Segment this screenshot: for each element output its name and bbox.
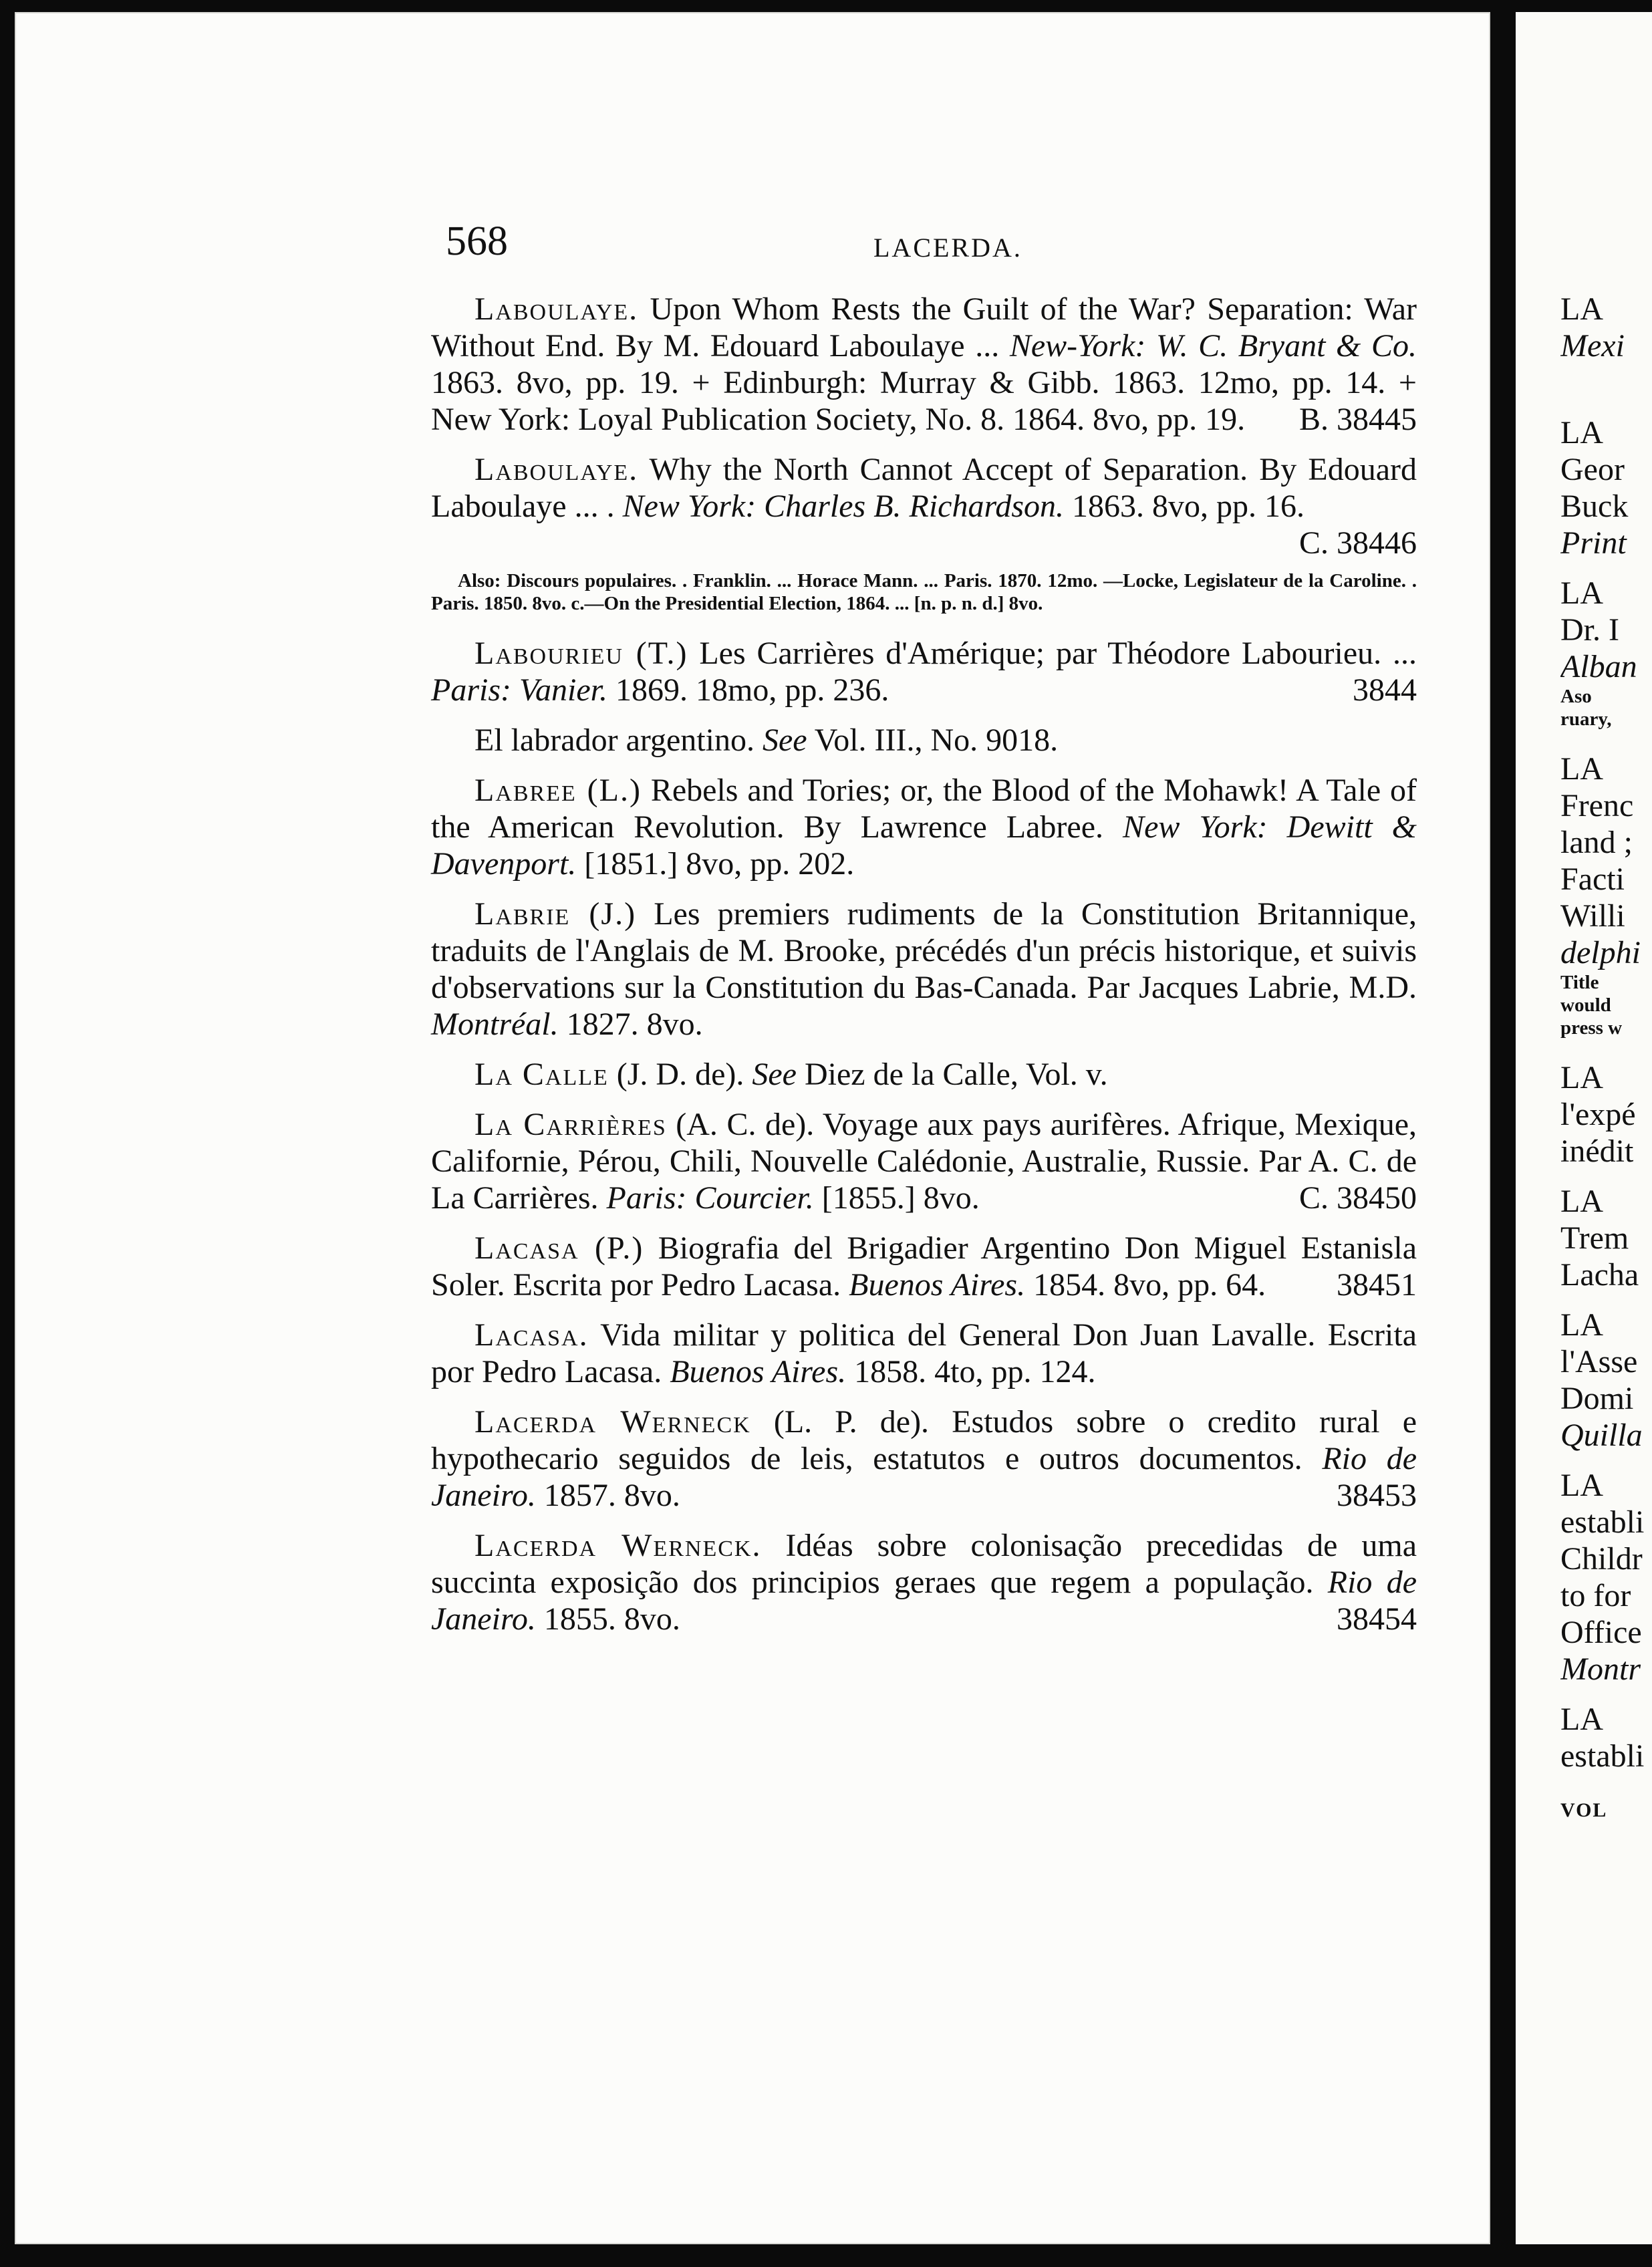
right-page-row xyxy=(1560,1541,1652,1577)
right-page-line: LA xyxy=(1560,1702,1603,1737)
entry-heading: Labree (L.) xyxy=(474,773,642,808)
entry-heading: Laboulaye. xyxy=(474,452,639,487)
right-page-row xyxy=(1560,751,1652,787)
right-page-line: LA xyxy=(1560,291,1603,327)
entry-imprint: See xyxy=(752,1057,797,1092)
entry-title: Idéas sobre colonisação precedidas de uma succinta exposição dos principios geraes que regem a população. xyxy=(431,1528,1417,1600)
bibliography-entry xyxy=(431,1317,1417,1390)
right-page-row xyxy=(1560,1059,1652,1096)
right-page-line: establi xyxy=(1560,1504,1645,1540)
right-page-line: establi xyxy=(1560,1738,1645,1774)
entry-title: Les Carrières d'Amérique; par Théodore Labourieu. ... xyxy=(699,636,1417,671)
entry-heading: Lacasa (P.) xyxy=(474,1230,644,1266)
right-page-row xyxy=(1560,1343,1652,1380)
right-page-line: Aso xyxy=(1560,686,1592,707)
right-page-row xyxy=(1560,525,1652,561)
right-page-row xyxy=(1560,1256,1652,1293)
right-page-row xyxy=(1560,575,1652,612)
right-page-line: Mexi xyxy=(1560,328,1625,364)
right-page-row xyxy=(1560,685,1652,708)
right-page-row xyxy=(1560,1039,1652,1059)
entry-title: Upon Whom Rests the Guilt of the War? Separation: War Without End. By M. Edouard Laboulaye ... xyxy=(431,291,1417,364)
bibliography-entry xyxy=(431,1056,1417,1093)
right-page-row xyxy=(1560,612,1652,648)
right-page-row xyxy=(1560,561,1652,575)
right-page-row xyxy=(1560,934,1652,971)
right-page-line: Title xyxy=(1560,972,1599,993)
right-page-line: to for xyxy=(1560,1578,1631,1613)
right-page-row xyxy=(1560,1701,1652,1738)
entry-imprint: New York: Dewitt & Davenport. xyxy=(431,809,1417,882)
right-page-row xyxy=(1560,1380,1652,1417)
right-page-row xyxy=(1560,327,1652,364)
right-page-line: ruary, xyxy=(1560,708,1612,730)
entry-details: 1863. 8vo, pp. 19. + Edinburgh: Murray & Gibb. 1863. 12mo, pp. 14. + New York: Loyal Publication Society, No. 8. 1864. 8vo, pp. 19. xyxy=(431,365,1417,437)
right-page-row xyxy=(1560,1096,1652,1133)
entry-details: 1854. 8vo, pp. 64. xyxy=(1033,1267,1266,1303)
right-page-row xyxy=(1560,787,1652,824)
entry-number: 38454 xyxy=(1337,1601,1417,1637)
entry-heading: Lacerda Werneck. xyxy=(474,1528,762,1563)
right-page-row xyxy=(1560,1017,1652,1039)
entry-title: El labrador argentino. xyxy=(474,722,754,758)
entry-number: C. 38450 xyxy=(1298,1180,1417,1216)
right-page-row xyxy=(1560,414,1652,451)
right-page-row xyxy=(1560,1651,1652,1688)
bibliography-entry xyxy=(431,1404,1417,1514)
entry-number: 3844 xyxy=(1353,672,1417,708)
right-page-line: Geor xyxy=(1560,452,1625,487)
right-page-line: Facti xyxy=(1560,861,1625,897)
right-page-row xyxy=(1560,1774,1652,1788)
bibliography-column xyxy=(431,291,1417,1651)
right-page-line: LA xyxy=(1560,751,1603,787)
bibliography-entry xyxy=(431,722,1417,759)
right-page-row xyxy=(1560,1454,1652,1467)
bibliography-entry xyxy=(431,1106,1417,1216)
right-page-line: Dr. I xyxy=(1560,612,1619,648)
entry-details: Diez de la Calle, Vol. v. xyxy=(804,1057,1108,1092)
right-page-line: Print xyxy=(1560,525,1627,561)
right-page-row xyxy=(1560,488,1652,525)
right-page-line: delphi xyxy=(1560,935,1641,970)
entry-details: [1855.] 8vo. xyxy=(821,1180,980,1216)
bibliography-entry xyxy=(431,1230,1417,1303)
entry-heading: Labourieu (T.) xyxy=(474,636,688,671)
right-page-row xyxy=(1560,708,1652,730)
right-page-line: Office xyxy=(1560,1615,1642,1650)
right-page-line: l'expé xyxy=(1560,1097,1636,1132)
right-page-row xyxy=(1560,1738,1652,1774)
right-page-row xyxy=(1560,1133,1652,1170)
entry-title: Rebels and Tories; or, the Blood of the Mohawk! A Tale of the American Revolution. By Lawrence Labree. xyxy=(431,773,1417,845)
entry-title: Biografia del Brigadier Argentino Don Miguel Estanisla Soler. Escrita por Pedro Lacasa. xyxy=(431,1230,1417,1303)
right-page-row xyxy=(1560,648,1652,685)
right-page-row xyxy=(1560,1577,1652,1614)
bibliography-entry xyxy=(431,1527,1417,1637)
right-page-line: LA xyxy=(1560,1184,1603,1219)
entry-title: Vida militar y politica del General Don Juan Lavalle. Escrita por Pedro Lacasa. xyxy=(431,1317,1417,1389)
right-page-line: Montr xyxy=(1560,1651,1641,1687)
entry-title: (J. D. de). xyxy=(616,1057,744,1092)
right-page-row xyxy=(1560,1183,1652,1220)
right-page-line: Lacha xyxy=(1560,1257,1639,1293)
right-page-row xyxy=(1560,451,1652,488)
right-page-row xyxy=(1560,1504,1652,1541)
entry-number: C. 38446 xyxy=(1298,525,1417,561)
entry-imprint: Paris: Vanier. xyxy=(431,672,607,708)
entry-imprint: See xyxy=(762,722,807,758)
entry-details: 1858. 4to, pp. 124. xyxy=(854,1354,1096,1389)
running-head: LACERDA. xyxy=(873,233,1022,263)
right-page-row xyxy=(1560,401,1652,414)
right-page-row xyxy=(1560,1614,1652,1651)
right-page-line: LA xyxy=(1560,1060,1603,1095)
right-page-line: Alban xyxy=(1560,649,1637,684)
entry-details: 1827. 8vo. xyxy=(566,1007,703,1042)
entry-imprint: New York: Charles B. Richardson. xyxy=(622,489,1065,524)
entry-imprint: Paris: Courcier. xyxy=(606,1180,814,1216)
right-page-column xyxy=(1560,291,1652,1825)
right-page-row xyxy=(1560,994,1652,1017)
bibliography-entry xyxy=(431,635,1417,708)
entry-heading: Laboulaye. xyxy=(474,291,639,327)
right-page-row xyxy=(1560,1220,1652,1256)
entry-details: [1851.] 8vo, pp. 202. xyxy=(584,846,855,882)
right-page-row xyxy=(1560,1307,1652,1343)
bibliography-entry xyxy=(431,896,1417,1043)
right-page-row xyxy=(1560,861,1652,898)
right-page-line: VOL xyxy=(1560,1799,1608,1821)
right-page-row xyxy=(1560,824,1652,861)
right-page-line: land ; xyxy=(1560,825,1633,860)
right-page-line: LA xyxy=(1560,1468,1603,1503)
bibliography-entry xyxy=(431,291,1417,438)
entry-imprint: Rio de Janeiro. xyxy=(431,1441,1417,1513)
entry-title: Why the North Cannot Accept of Separation. By Edouard Laboulaye ... . xyxy=(431,452,1417,524)
entry-heading: La Calle xyxy=(474,1057,609,1092)
right-page-line: would xyxy=(1560,994,1611,1016)
entry-imprint: Buenos Aires. xyxy=(849,1267,1026,1303)
right-page-line: Frenc xyxy=(1560,788,1634,823)
entry-details: Vol. III., No. 9018. xyxy=(814,722,1059,758)
right-page-line: LA xyxy=(1560,1307,1603,1343)
right-page-row xyxy=(1560,1688,1652,1701)
entry-details: 1869. 18mo, pp. 236. xyxy=(615,672,889,708)
right-page-line: inédit xyxy=(1560,1134,1634,1169)
right-page-line: LA xyxy=(1560,415,1603,450)
right-page-row xyxy=(1560,364,1652,401)
right-page-line: Quilla xyxy=(1560,1418,1643,1453)
entry-number: 38453 xyxy=(1337,1478,1417,1513)
entry-details: 1857. 8vo. xyxy=(543,1478,680,1513)
entry-note: Also: Discours populaires. . Franklin. ... Horace Mann. ... Paris. 1870. 12mo. —Locke, Legislateur de la Caroline. . Paris. 1850. 8vo. c.—On the Presidential Election, 1864. ... [n. p. n. d.] 8vo. xyxy=(431,570,1417,614)
entry-imprint: New-York: W. C. Bryant & Co. xyxy=(1009,328,1417,364)
right-page-row xyxy=(1560,730,1652,751)
entry-heading: La Carrières xyxy=(474,1107,667,1142)
bibliography-entry xyxy=(431,451,1417,561)
entry-imprint: Rio de Janeiro. xyxy=(431,1565,1417,1637)
right-page-line: press w xyxy=(1560,1017,1623,1039)
right-page-line: Willi xyxy=(1560,898,1625,934)
right-page-row xyxy=(1560,1293,1652,1307)
right-page-row xyxy=(1560,971,1652,994)
entry-imprint: Montréal. xyxy=(431,1007,559,1042)
bibliography-entry xyxy=(431,772,1417,882)
right-page-line: Trem xyxy=(1560,1220,1629,1256)
page-number: 568 xyxy=(446,219,508,264)
right-page-row xyxy=(1560,1467,1652,1504)
right-page-row xyxy=(1560,1170,1652,1183)
right-page-line: Childr xyxy=(1560,1541,1643,1577)
entry-title: (A. C. de). Voyage aux pays aurifères. Afrique, Mexique, Californie, Pérou, Chili, Nouvelle Calédonie, Australie, Russie. Par A. C. de La Carrières. xyxy=(431,1107,1417,1216)
entry-title: (L. P. de). Estudos sobre o credito rural e hypothecario seguidos de leis, estatutos e outros documentos. xyxy=(431,1404,1417,1476)
right-page-line: Buck xyxy=(1560,489,1629,524)
entry-details: 1855. 8vo. xyxy=(543,1601,680,1637)
entry-heading: Labrie (J.) xyxy=(474,896,637,932)
right-page-line: LA xyxy=(1560,575,1603,611)
entry-details: 1863. 8vo, pp. 16. xyxy=(1072,489,1305,524)
entry-heading: Lacerda Werneck xyxy=(474,1404,751,1440)
right-page-row xyxy=(1560,898,1652,934)
entry-heading: Lacasa. xyxy=(474,1317,589,1353)
right-page-row xyxy=(1560,291,1652,327)
right-page-line: l'Asse xyxy=(1560,1344,1638,1379)
entry-title: Les premiers rudiments de la Constitution Britannique, traduits de l'Anglais de M. Brooke, précédés d'un précis historique, et suivis d'observations sur la Constitution du Bas-Canada. Par Jacques Labrie, M.D. xyxy=(431,896,1417,1005)
entry-number: 38451 xyxy=(1337,1267,1417,1303)
right-page-row xyxy=(1560,1788,1652,1825)
entry-imprint: Buenos Aires. xyxy=(670,1354,847,1389)
right-page-row xyxy=(1560,1417,1652,1454)
right-page-line: Domi xyxy=(1560,1381,1634,1416)
entry-number: B. 38445 xyxy=(1298,402,1417,437)
